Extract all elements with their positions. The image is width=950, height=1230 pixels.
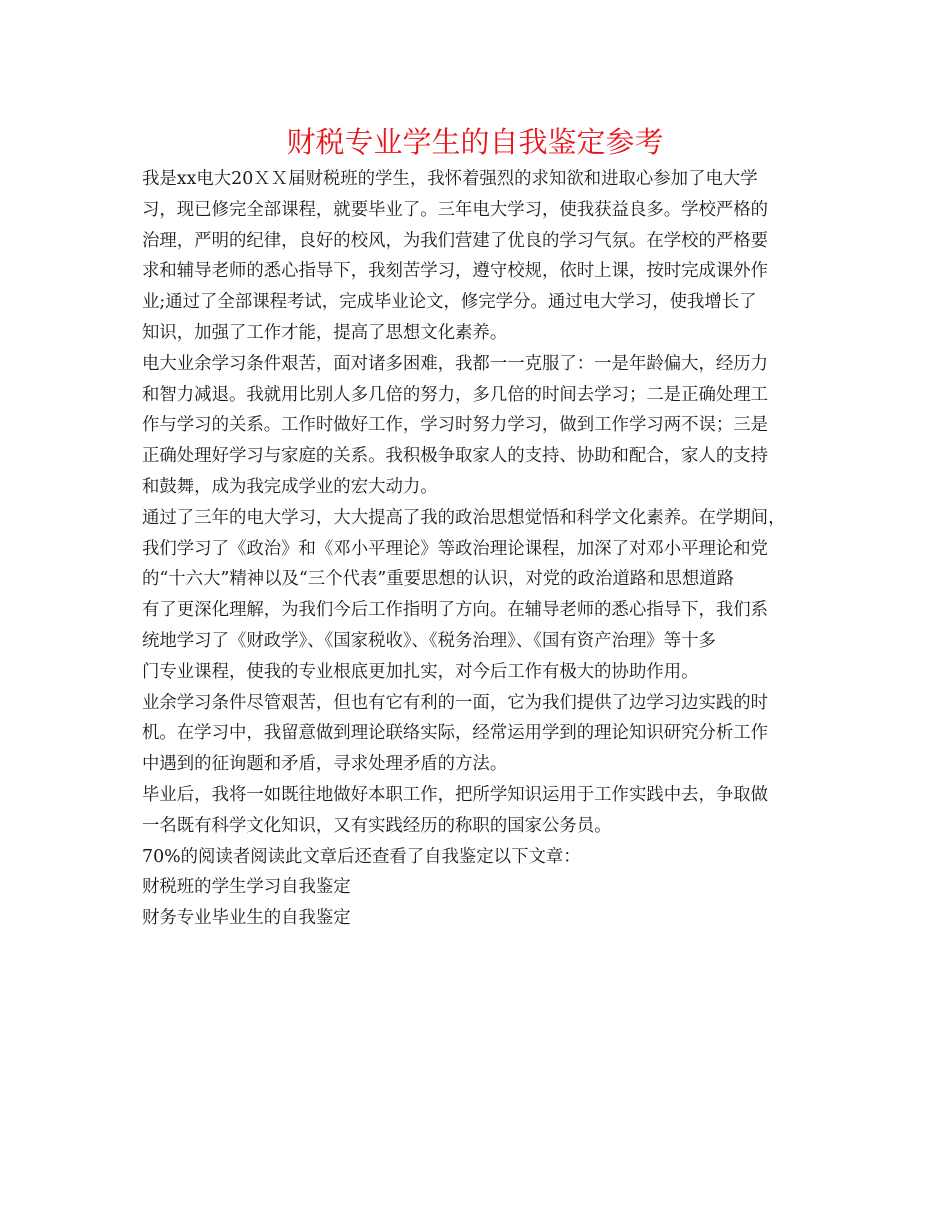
text-line: 毕业后，我将一如既往地做好本职工作，把所学知识运用于工作实践中去，争取做 — [142, 784, 769, 805]
text-line: 习，现已修完全部课程，就要毕业了。三年电大学习，使我获益良多。学校严格的 — [142, 199, 769, 220]
text-line: 70%的阅读者阅读此文章后还查看了自我鉴定以下文章： — [142, 846, 581, 867]
text-line: 通过了三年的电大学习，大大提高了我的政治思想觉悟和科学文化素养。在学期间， — [142, 507, 786, 528]
text-line: 正确处理好学习与家庭的关系。我积极争取家人的支持、协助和配合，家人的支持 — [142, 446, 769, 467]
document-title: 财税专业学生的自我鉴定参考 — [286, 125, 664, 159]
text-line: 我们学习了《政治》和《邓小平理论》等政治理论课程，加深了对邓小平理论和党 — [142, 538, 769, 559]
text-line: 知识，加强了工作才能，提高了思想文化素养。 — [142, 322, 508, 343]
related-note — [142, 842, 822, 873]
text-line: 治理，严明的纪律，良好的校风，为我们营建了优良的学习气氛。在学校的严格要 — [142, 230, 769, 251]
text-line: 和鼓舞，成为我完成学业的宏大动力。 — [142, 476, 438, 497]
text-line: 门专业课程，使我的专业根底更加扎实，对今后工作有极大的协助作用。 — [142, 661, 699, 682]
related-article-title[interactable]: 财税班的学生学习自我鉴定 — [142, 877, 351, 898]
paragraph-studies — [142, 503, 822, 688]
text-line: 一名既有科学文化知识，又有实践经历的称职的国家公务员。 — [142, 815, 612, 836]
related-link-2[interactable] — [142, 903, 822, 934]
text-line: 机。在学习中，我留意做到理论联络实际，经常运用学到的理论知识研究分析工作 — [142, 723, 769, 744]
related-article-title[interactable]: 财务专业毕业生的自我鉴定 — [142, 908, 351, 929]
paragraph-practice — [142, 688, 822, 780]
text-line: 业余学习条件尽管艰苦，但也有它有利的一面，它为我们提供了边学习边实践的时 — [142, 692, 769, 713]
text-line: 作与学习的关系。工作时做好工作，学习时努力学习，做到工作学习两不误；三是 — [142, 415, 769, 436]
paragraph-difficulties — [142, 349, 822, 503]
paragraph-intro — [142, 164, 822, 349]
text-line: 业;通过了全部课程考试，完成毕业论文，修完学分。通过电大学习，使我增长了 — [142, 292, 757, 313]
text-line: 电大业余学习条件艰苦，面对诸多困难，我都一一克服了：一是年龄偏大，经历力 — [142, 353, 769, 374]
document-body — [142, 164, 822, 934]
text-line: 统地学习了《财政学》、《国家税收》、《税务治理》、《国有资产治理》等十多 — [142, 630, 716, 651]
text-line: 我是xx电大20ＸＸ届财税班的学生，我怀着强烈的求知欲和进取心参加了电大学 — [142, 169, 758, 189]
paragraph-future — [142, 780, 822, 842]
text-line: 的“十六大”精神以及“三个代表”重要思想的认识，对党的政治道路和思想道路 — [142, 569, 735, 590]
text-line: 中遇到的征询题和矛盾，寻求处理矛盾的方法。 — [142, 754, 508, 775]
text-line: 有了更深化理解，为我们今后工作指明了方向。在辅导老师的悉心指导下，我们系 — [142, 600, 769, 621]
text-line: 和智力减退。我就用比别人多几倍的努力，多几倍的时间去学习；二是正确处理工 — [142, 384, 769, 405]
related-link-1[interactable] — [142, 872, 822, 903]
text-line: 求和辅导老师的悉心指导下，我刻苦学习，遵守校规，依时上课，按时完成课外作 — [142, 261, 769, 282]
